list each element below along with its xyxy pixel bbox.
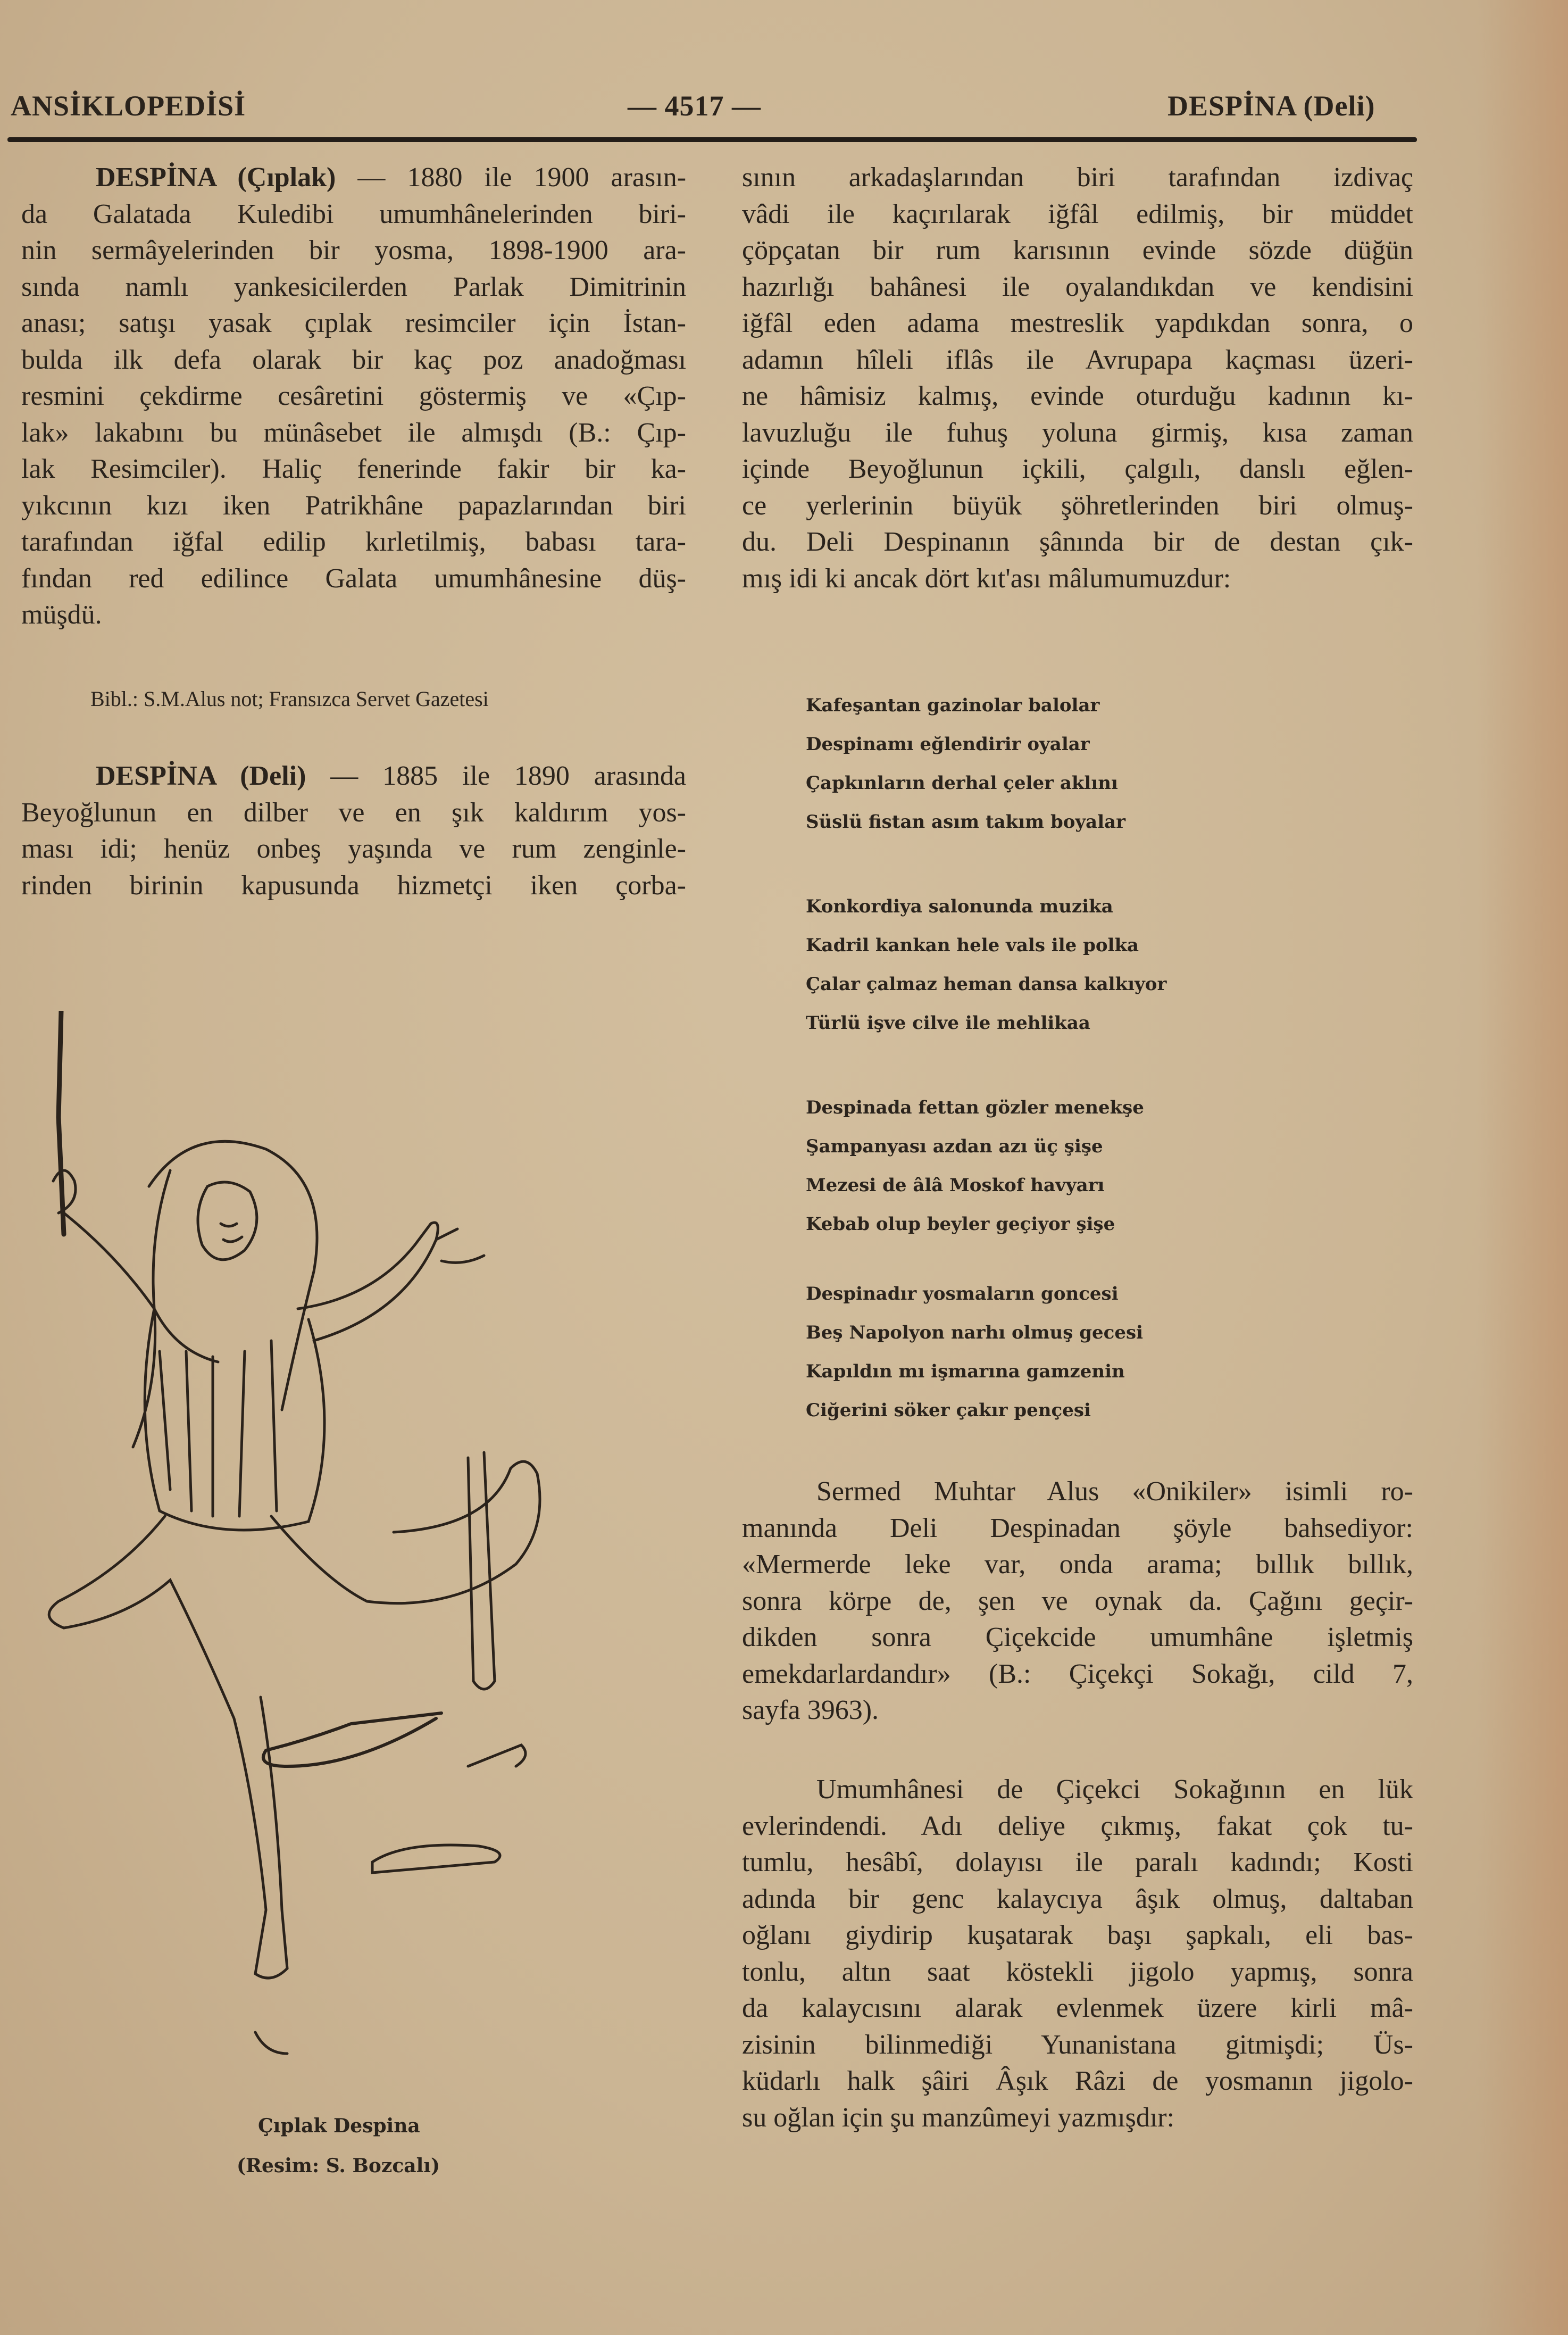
text-line: içinde Beyoğlunun içkili, çalgılı, danslı eğlen- bbox=[742, 454, 1413, 484]
text-line: da Galatada Kuledibi umumhânelerinden biri- bbox=[21, 198, 686, 229]
text-line: müşdü. bbox=[21, 600, 102, 630]
text-line: manında Deli Despinadan şöyle bahsediyor: bbox=[742, 1513, 1413, 1543]
text-line: sının arkadaşlarından biri tarafından izdivaç bbox=[742, 162, 1413, 193]
text-line: ne hâmisiz kalmış, evinde oturduğu kadının kı- bbox=[742, 381, 1413, 411]
text-line: iğfâl eden adama mestreslik yapdıkdan sonra, o bbox=[742, 308, 1413, 338]
entry-body bbox=[21, 795, 686, 904]
text-line: küdarlı halk şâiri Âşık Râzi de yosmanın jigolo- bbox=[742, 2066, 1413, 2096]
poem-line: Beş Napolyon narhı olmuş gecesi bbox=[806, 1322, 1144, 1343]
entry-body bbox=[21, 196, 686, 634]
poem-stanza bbox=[806, 1088, 1144, 1244]
text-line: lavuzluğu ile fuhuş yoluna girmiş, kısa zaman bbox=[742, 417, 1413, 448]
text-line: anası; satışı yasak çıplak resimciler için İstan- bbox=[21, 308, 686, 338]
poem-line: Kadril kankan hele vals ile polka bbox=[806, 935, 1139, 956]
poem-line: Kebab olup beyler geçiyor şişe bbox=[806, 1214, 1115, 1235]
poem-line: Despinamı eğlendirir oyalar bbox=[806, 734, 1090, 755]
text-line: du. Deli Despinanın şânında bir de destan çık- bbox=[742, 527, 1413, 557]
text-line: bulda ilk defa olarak bir kaç poz anadoğması bbox=[21, 344, 686, 375]
paragraph-sermed-muhtar bbox=[742, 1474, 1413, 1729]
text-line: lak Resimciler). Haliç fenerinde fakir bir ka- bbox=[21, 454, 686, 484]
poem-line: Çalar çalmaz heman dansa kalkıyor bbox=[806, 974, 1167, 995]
poem-line: Türlü işve cilve ile mehlikaa bbox=[806, 1012, 1090, 1034]
text-line: adında bir genc kalaycıya âşık olmuş, daltaban bbox=[742, 1883, 1413, 1914]
text-line: Umumhânesi de Çiçekci Sokağının en lük bbox=[816, 1774, 1413, 1805]
poem-line: Despinada fettan gözler menekşe bbox=[806, 1097, 1144, 1118]
page-number: — 4517 — bbox=[628, 90, 761, 122]
text-line: yıkcının kızı iken Patrikhâne papazlarından biri bbox=[21, 490, 686, 521]
text-line: vâdi ile kaçırılarak iğfâl edilmiş, bir müddet bbox=[742, 198, 1413, 229]
text-line: adamın hîleli iflâs ile Avrupapa kaçması üzeri- bbox=[742, 344, 1413, 375]
poem-line: Despinadır yosmaların goncesi bbox=[806, 1283, 1119, 1304]
text-line: nin sermâyelerinden bir yosma, 1898-1900 ara- bbox=[21, 235, 686, 265]
text-line: evlerindendi. Adı deliye çıkmış, fakat çok tu- bbox=[742, 1810, 1413, 1841]
text-line: çöpçatan bir rum karısının evinde sözde düğün bbox=[742, 235, 1413, 265]
headword: DESPİNA (Çıplak) bbox=[96, 162, 336, 193]
text-line: — 1885 ile 1890 arasında bbox=[306, 761, 687, 791]
text-line: emekdarlardandır» (B.: Çiçekçi Sokağı, cild 7, bbox=[742, 1658, 1413, 1689]
text-line: Beyoğlunun en dilber ve en şık kaldırım yos- bbox=[21, 797, 686, 828]
paragraph-umumhane bbox=[742, 1772, 1413, 2136]
entry-ciplak bbox=[21, 160, 686, 634]
text-line: resmini çekdirme cesâretini göstermiş ve «Çıp- bbox=[21, 381, 686, 411]
text-line: rinden birinin kapusunda hizmetçi iken çorba- bbox=[21, 870, 686, 901]
entry-deli-continued bbox=[742, 160, 1413, 597]
poem-line: Çapkınların derhal çeler aklını bbox=[806, 772, 1118, 794]
poem-line: Konkordiya salonunda muzika bbox=[806, 896, 1113, 917]
poem-line: Mezesi de âlâ Moskof havyarı bbox=[806, 1175, 1105, 1196]
poem-stanza bbox=[806, 686, 1125, 842]
text-line: sayfa 3963). bbox=[742, 1695, 879, 1725]
text-line: tarafından iğfal edilip kırletilmiş, babası tara- bbox=[21, 527, 686, 557]
text-line: tonlu, altın saat köstekli jigolo yapmış, sonra bbox=[742, 1956, 1413, 1987]
text-line: Sermed Muhtar Alus «Onikiler» isimli ro- bbox=[816, 1476, 1413, 1507]
page-edge-shadow bbox=[1478, 0, 1568, 2335]
text-line: dikden sonra Çiçekcide umumhâne işletmiş bbox=[742, 1622, 1413, 1652]
text-line: — 1880 ile 1900 arasın- bbox=[336, 162, 687, 193]
poem-stanza bbox=[806, 887, 1166, 1043]
text-line: fından red edilince Galata umumhânesine düş- bbox=[21, 563, 686, 594]
poem-line: Kapıldın mı işmarına gamzenin bbox=[806, 1361, 1125, 1382]
poem-line: Ciğerini söker çakır pençesi bbox=[806, 1400, 1091, 1421]
entry-first-line bbox=[21, 160, 686, 196]
poem-line: Süslü fistan asım takım boyalar bbox=[806, 811, 1126, 833]
text-line: mış idi ki ancak dört kıt'ası mâlumumuzdur: bbox=[742, 563, 1231, 594]
running-header-left: ANSİKLOPEDİSİ bbox=[11, 90, 246, 122]
text-line: «Mermerde leke var, onda arama; bıllık bıllık, bbox=[742, 1549, 1413, 1580]
entry-deli bbox=[21, 758, 686, 904]
running-header-right: DESPİNA (Deli) bbox=[1167, 90, 1375, 122]
text-line: su oğlan için şu manzûmeyi yazmışdır: bbox=[742, 2102, 1175, 2133]
poem-line: Şampanyası azdan azı üç şişe bbox=[806, 1136, 1103, 1157]
bibliography: Bibl.: S.M.Alus not; Fransızca Servet Gazetesi bbox=[90, 687, 489, 711]
illustration-dancing-woman bbox=[32, 1011, 670, 2107]
text-line: hazırlığı bahânesi ile oyalandıkdan ve kendisini bbox=[742, 271, 1413, 302]
text-line: sonra körpe de, şen ve oynak da. Çağını geçir- bbox=[742, 1585, 1413, 1616]
text-line: ce yerlerinin büyük şöhretlerinden biri olmuş- bbox=[742, 490, 1413, 521]
text-line: oğlanı giydirip kuşatarak başı şapkalı, eli bas- bbox=[742, 1920, 1413, 1950]
headword: DESPİNA (Deli) bbox=[96, 761, 306, 791]
poem-stanza bbox=[806, 1275, 1143, 1430]
text-line: sında namlı yankesicilerden Parlak Dimitrinin bbox=[21, 271, 686, 302]
poem-line: Kafeşantan gazinolar balolar bbox=[806, 695, 1100, 716]
entry-first-line bbox=[21, 758, 686, 795]
text-line: zisinin bilinmediği Yunanistana gitmişdi; Üs- bbox=[742, 2029, 1413, 2060]
text-line: tumlu, hesâbî, dolayısı ile paralı kadındı; Kosti bbox=[742, 1847, 1413, 1877]
text-line: lak» lakabını bu münâsebet ile almışdı (B.: Çıp- bbox=[21, 417, 686, 448]
text-line: da kalaycısını alarak evlenmek üzere kirli mâ- bbox=[742, 1993, 1413, 2023]
illustration-caption-title: Çıplak Despina bbox=[258, 2115, 420, 2137]
illustration-caption-credit: (Resim: S. Bozcalı) bbox=[237, 2155, 440, 2177]
text-line: ması idi; henüz onbeş yaşında ve rum zenginle- bbox=[21, 834, 686, 864]
header-rule bbox=[7, 137, 1417, 142]
